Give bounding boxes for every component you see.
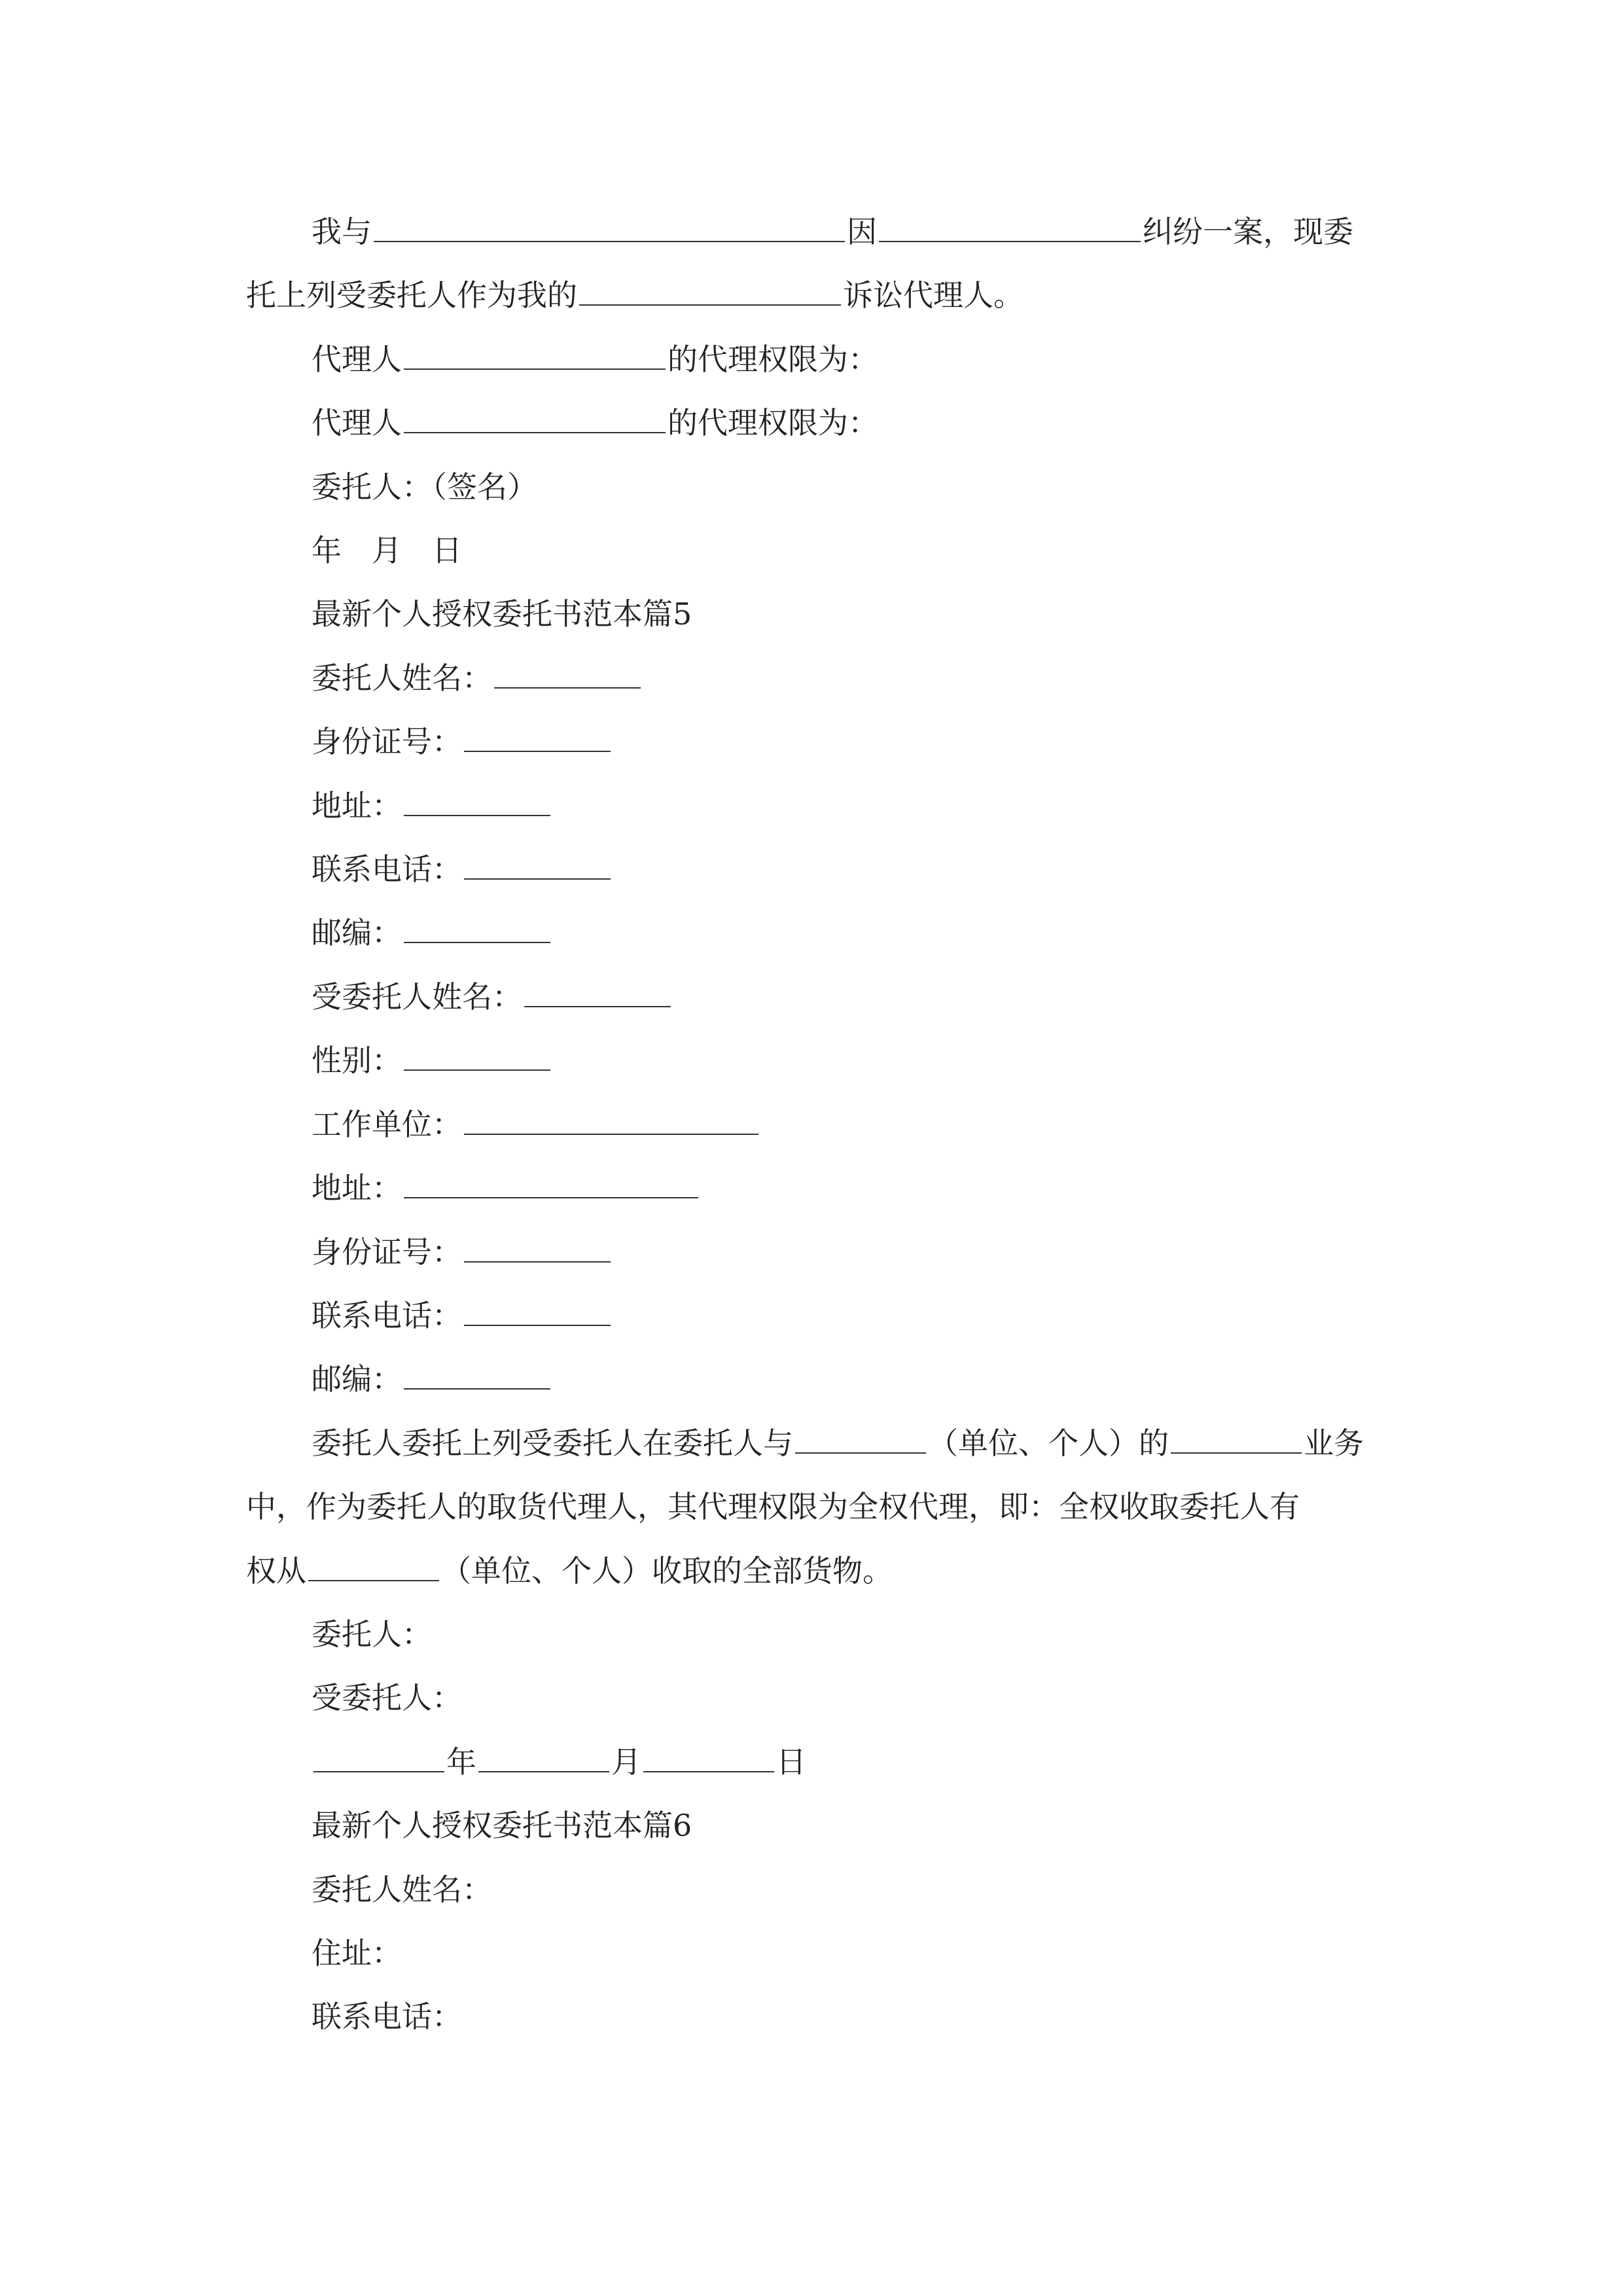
field-row (246, 1284, 1378, 1348)
agent-suffix: 的代理权限为： (668, 341, 878, 377)
agent-prefix: 代理人 (312, 405, 402, 441)
field-row (246, 901, 1378, 965)
field-label: 受委托人姓名： (312, 978, 522, 1014)
section6-address: 住址： (312, 1935, 402, 1971)
trustee-phone-field[interactable] (464, 1296, 611, 1326)
agent-prefix: 代理人 (312, 341, 402, 377)
day-label: 日 (776, 1744, 806, 1780)
field-label: 性别： (312, 1043, 402, 1079)
dispute-type-blank[interactable] (879, 212, 1141, 242)
intro-text-2: 因 (847, 214, 877, 249)
section5-title: 最新个人授权委托书范本篇5 (312, 596, 692, 632)
litigation-stage-blank[interactable] (579, 276, 841, 306)
field-row (246, 774, 1378, 838)
trustee-id-field[interactable] (464, 1232, 611, 1263)
agent-suffix: 的代理权限为： (668, 405, 878, 441)
month-label: 月 (611, 1744, 641, 1780)
authorization-text-6: （单位、个人）收取的全部货物。 (441, 1552, 893, 1588)
trustee-name-field[interactable] (524, 977, 671, 1007)
field-label: 委托人姓名： (312, 660, 492, 696)
intro-text-4: 托上列受委托人作为我的 (246, 278, 577, 314)
signature-line: 委托人：（签名） (312, 469, 537, 505)
day-blank[interactable] (643, 1742, 774, 1772)
trustee-postcode-field[interactable] (404, 1360, 550, 1390)
intro-line-2 (246, 264, 1378, 327)
field-label: 邮编： (312, 915, 402, 951)
field-label: 身份证号： (312, 1234, 462, 1270)
intro-text-3: 纠纷一案，现委 (1143, 214, 1353, 249)
authorization-text-3: 业务 (1304, 1425, 1364, 1461)
section6-principal-name: 委托人姓名： (312, 1871, 492, 1907)
authorization-text-2: （单位、个人）的 (928, 1425, 1169, 1461)
principal-name-field[interactable] (494, 658, 641, 689)
field-label: 联系电话： (312, 1297, 462, 1333)
field-row (246, 965, 1378, 1029)
agent-line-2 (246, 391, 1378, 455)
agent-name-blank[interactable] (404, 340, 666, 370)
date-fill-line (246, 1731, 1378, 1794)
principal-phone-field[interactable] (464, 850, 611, 880)
authorization-line-3 (246, 1539, 1378, 1603)
trustee-gender-field[interactable] (404, 1041, 550, 1071)
field-label: 身份证号： (312, 724, 462, 760)
field-row (246, 1221, 1378, 1284)
field-row (246, 1093, 1378, 1157)
intro-line-1 (246, 200, 1378, 264)
year-blank[interactable] (313, 1742, 444, 1772)
intro-text-5: 诉讼代理人。 (843, 278, 1024, 314)
trustee-signature-label: 受委托人： (312, 1680, 462, 1716)
agent-name-blank[interactable] (404, 404, 666, 434)
intro-text-1: 我与 (312, 214, 372, 249)
principal-signature-label: 委托人： (312, 1616, 432, 1652)
opposing-party-blank[interactable] (374, 212, 845, 242)
field-label: 地址： (312, 1170, 402, 1206)
principal-postcode-field[interactable] (404, 914, 550, 944)
trustee-employer-field[interactable] (464, 1105, 758, 1135)
date-line: 年 月 日 (312, 533, 462, 569)
field-label: 地址： (312, 787, 402, 823)
authorization-text-1: 委托人委托上列受委托人在委托人与 (312, 1425, 793, 1461)
authorization-line-1 (246, 1412, 1378, 1475)
authorization-line-2: 中，作为委托人的取货代理人，其代理权限为全权代理，即：全权收取委托人有 (246, 1489, 1300, 1525)
document-body (246, 200, 1378, 2049)
section6-phone: 联系电话： (312, 1999, 462, 2035)
field-row (246, 1348, 1378, 1411)
month-blank[interactable] (478, 1742, 609, 1772)
principal-id-field[interactable] (464, 723, 611, 753)
authorization-text-5: 权从 (246, 1552, 306, 1588)
field-label: 邮编： (312, 1361, 402, 1397)
section6-title: 最新个人授权委托书范本篇6 (312, 1808, 692, 1844)
field-row (246, 710, 1378, 774)
field-label: 联系电话： (312, 852, 462, 888)
agent-line-1 (246, 328, 1378, 391)
business-type-blank[interactable] (1171, 1424, 1302, 1454)
counterparty-blank[interactable] (795, 1424, 926, 1454)
principal-address-field[interactable] (404, 786, 550, 816)
field-row (246, 647, 1378, 710)
field-row (246, 838, 1378, 901)
year-label: 年 (446, 1744, 476, 1780)
field-row (246, 1029, 1378, 1092)
trustee-address-field[interactable] (404, 1168, 698, 1198)
field-row (246, 1157, 1378, 1220)
field-label: 工作单位： (312, 1106, 462, 1142)
goods-source-blank[interactable] (308, 1551, 439, 1581)
